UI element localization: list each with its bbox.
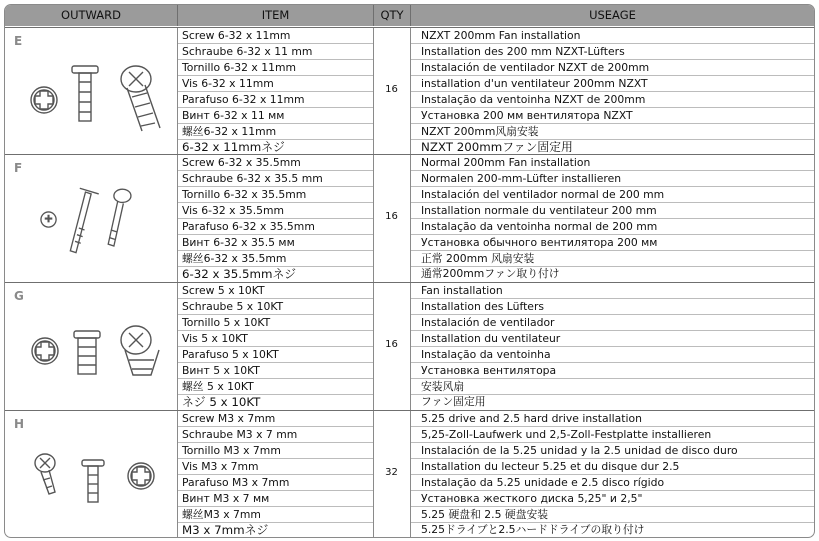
usage-cell: Instalação da ventoinha NZXT de 200mm	[421, 93, 646, 106]
section-letter: F	[14, 161, 23, 175]
item-cell: Schraube 6-32 x 35.5 mm	[182, 172, 323, 185]
usage-cell: Installation du lecteur 5.25 et du disque dur 2.5	[421, 460, 680, 473]
screw-side-view-icon	[72, 66, 98, 121]
item-cell: Tornillo 6-32 x 11mm	[182, 61, 297, 74]
item-cell: Schraube 5 x 10KT	[182, 300, 284, 313]
header-item: ITEM	[261, 8, 290, 22]
item-cell: Screw 5 x 10KT	[182, 284, 265, 297]
quantity: 16	[385, 84, 398, 95]
parts-table	[4, 4, 815, 538]
item-cell: Schraube 6-32 x 11 mm	[182, 45, 313, 58]
usage-cell: ファン固定用	[421, 395, 486, 408]
item-cell: Tornillo 5 x 10KT	[182, 316, 271, 329]
usage-cell: 正常 200mm 风扇安装	[421, 252, 535, 265]
usage-cell: Normalen 200-mm-Lüfter installieren	[421, 172, 622, 185]
quantity: 16	[385, 211, 398, 222]
item-cell: Parafuso 6-32 x 11mm	[182, 93, 305, 106]
usage-cell: Installation normale du ventilateur 200 mm	[421, 204, 657, 217]
header-qty: QTY	[380, 8, 404, 22]
section-g	[5, 282, 814, 410]
usage-cell: Instalação da ventoinha	[421, 348, 551, 361]
item-cell: Schraube M3 x 7 mm	[182, 428, 298, 441]
item-cell: Винт 5 x 10KT	[182, 364, 260, 377]
item-cell: Vis M3 x 7mm	[182, 460, 259, 473]
item-cell: Vis 6-32 x 11mm	[182, 77, 274, 90]
usage-cell: 安装风扇	[421, 380, 465, 393]
usage-cell: Instalación de ventilador	[421, 316, 555, 329]
item-cell: Винт M3 x 7 мм	[182, 492, 270, 505]
item-cell: Parafuso M3 x 7mm	[182, 476, 290, 489]
usage-cell: 通常200mmファン取り付け	[421, 267, 560, 280]
screw-head-top-icon	[32, 338, 58, 364]
quantity: 16	[385, 339, 398, 350]
usage-cell: Instalación de ventilador NZXT de 200mm	[421, 61, 650, 74]
usage-cell: Installation des 200 mm NZXT-Lüfters	[421, 45, 625, 58]
usage-cell: Normal 200mm Fan installation	[421, 156, 591, 169]
section-e	[5, 27, 814, 154]
usage-cell: Установка обычного вентилятора 200 мм	[421, 236, 658, 249]
screw-perspective-icon	[121, 66, 160, 131]
section-letter: E	[14, 34, 23, 48]
usage-cell: Fan installation	[421, 284, 503, 297]
usage-cell: NZXT 200mmファン固定用	[421, 140, 573, 154]
item-cell: ネジ 5 x 10KT	[182, 395, 261, 409]
item-cell: Винт 6-32 x 11 мм	[182, 109, 285, 122]
m3-screw-perspective-icon	[35, 454, 55, 494]
m3-screw-head-top-icon	[128, 463, 154, 489]
usage-cell: Instalação da ventoinha normal de 200 mm	[421, 220, 658, 233]
section-letter: G	[14, 289, 24, 303]
item-cell: Винт 6-32 x 35.5 мм	[182, 236, 295, 249]
usage-cell: 5.25 drive and 2.5 hard drive installation	[421, 412, 642, 425]
screw-e-illustration	[19, 52, 169, 142]
screw-f-illustration	[19, 175, 169, 265]
item-cell: Screw 6-32 x 35.5mm	[182, 156, 301, 169]
usage-cell: Installation des Lüfters	[421, 300, 545, 313]
usage-cell: Установка жесткого диска 5,25" и 2,5"	[421, 492, 643, 505]
thumbscrew-side-icon	[74, 331, 100, 374]
table-header	[5, 5, 814, 26]
usage-cell: Instalação da 5.25 unidade e 2.5 disco rígido	[421, 476, 665, 489]
item-cell: Parafuso 6-32 x 35.5mm	[182, 220, 315, 233]
item-cell: M3 x 7mmネジ	[182, 523, 269, 537]
header-outward: OUTWARD	[61, 8, 121, 22]
usage-cell: Установка 200 мм вентилятора NZXT	[421, 109, 633, 122]
usage-cell: 5.25ドライブと2.5ハードドライブの取り付け	[421, 523, 645, 536]
item-cell: 螺丝M3 x 7mm	[182, 508, 261, 521]
item-cell: Tornillo M3 x 7mm	[182, 444, 281, 457]
screw-head-top-icon	[31, 87, 57, 113]
item-cell: Tornillo 6-32 x 35.5mm	[182, 188, 307, 201]
header-useage: USEAGE	[589, 8, 636, 22]
section-h	[5, 410, 814, 538]
item-cell: Vis 6-32 x 35.5mm	[182, 204, 285, 217]
usage-cell: NZXT 200mm Fan installation	[421, 29, 581, 42]
item-cell: 螺丝6-32 x 11mm	[182, 125, 277, 138]
item-cell: Screw 6-32 x 11mm	[182, 29, 291, 42]
item-cell: 螺丝6-32 x 35.5mm	[182, 252, 287, 265]
usage-cell: Установка вентилятора	[421, 364, 557, 377]
item-cell: Vis 5 x 10KT	[182, 332, 248, 345]
usage-cell: 5.25 硬盘和 2.5 硬盘安装	[421, 508, 549, 521]
section-f	[5, 154, 814, 282]
long-screw-side-icon	[70, 188, 98, 252]
screw-g-illustration	[19, 305, 169, 395]
thumbscrew-perspective-icon	[121, 326, 159, 375]
usage-cell: Instalación de la 5.25 unidad y la 2.5 unidad de disco duro	[421, 444, 738, 457]
usage-cell: installation d'un ventilateur 200mm NZXT	[421, 77, 648, 90]
item-cell: 6-32 x 35.5mmネジ	[182, 267, 297, 281]
screw-h-illustration	[19, 433, 169, 523]
quantity: 32	[385, 467, 398, 478]
long-screw-perspective-icon	[108, 189, 131, 246]
usage-cell: 5,25-Zoll-Laufwerk und 2,5-Zoll-Festplatte installieren	[421, 428, 712, 441]
usage-cell: NZXT 200mm风扇安装	[421, 125, 539, 138]
m3-screw-side-icon	[82, 460, 104, 502]
item-cell: Parafuso 5 x 10KT	[182, 348, 279, 361]
screw-head-top-icon	[41, 212, 56, 227]
usage-cell: Instalación del ventilador normal de 200 mm	[421, 188, 665, 201]
section-letter: H	[14, 417, 25, 431]
item-cell: 6-32 x 11mmネジ	[182, 140, 285, 154]
item-cell: 螺丝 5 x 10KT	[182, 380, 254, 393]
usage-cell: Installation du ventilateur	[421, 332, 561, 345]
item-cell: Screw M3 x 7mm	[182, 412, 276, 425]
